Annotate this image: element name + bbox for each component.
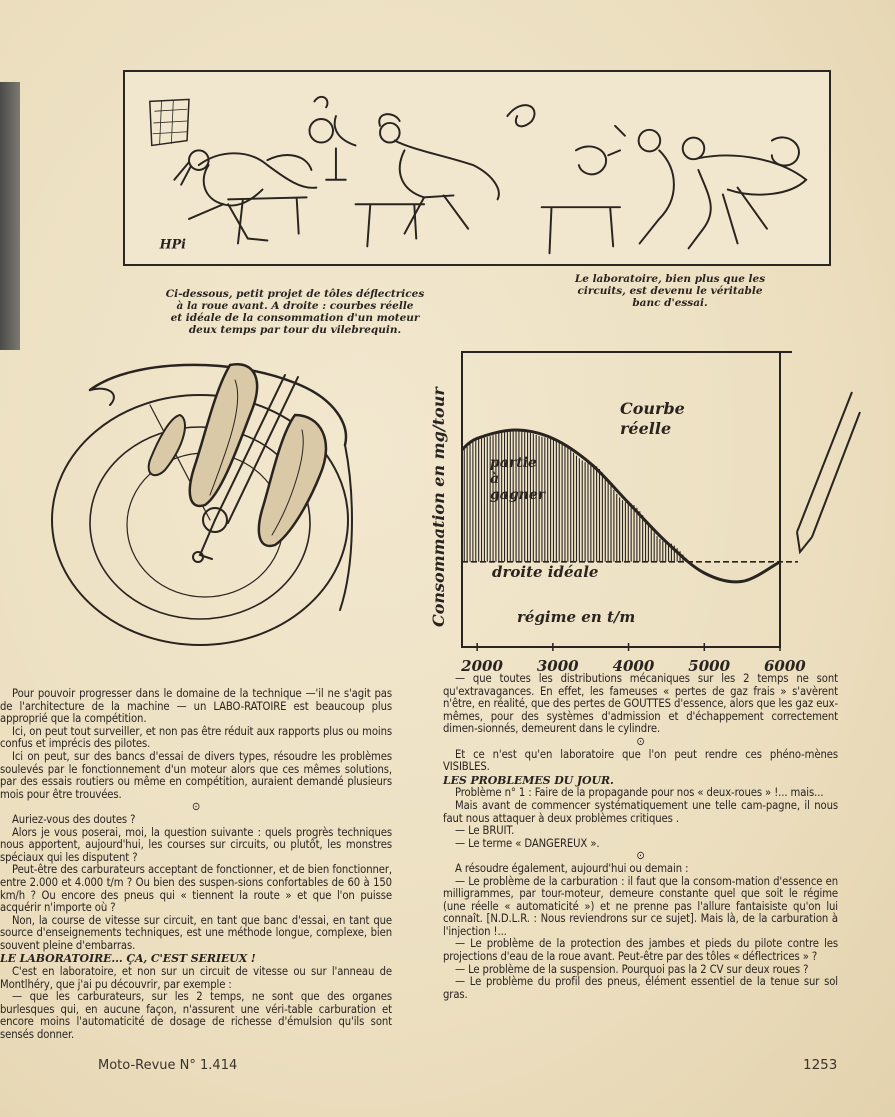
cartoon-illustration (123, 70, 831, 266)
annotation-line: gagner (490, 487, 546, 503)
paragraph: Auriez-vous des doutes ? (12, 812, 136, 826)
annotation-ideal-line: droite idéale (492, 563, 599, 581)
consumption-chart (422, 337, 862, 677)
paragraph: — Le problème de la carburation : il faut que la consom-mation d'essence en milligrammes, par tour-moteur, demeure constante quel que soit le régime (une réelle « automaticité ») et ne prenne pas l'allure fantaisiste qu'on lui connaît. [N.D.L.R. : Nous reviendrons sur ce sujet]. Mais là, de la carburation à l'injection !... (443, 874, 838, 938)
paragraph: Non, la course de vitesse sur circuit, en tant que banc d'essai, en tant que source d'enseignements techniques, est une méthode longue, complexe, bien souvent pleine d'embarras. (0, 913, 392, 952)
x-tick-label: 5000 (688, 657, 731, 675)
annotation-line: réelle (620, 419, 672, 438)
section-heading: LES PROBLEMES DU JOUR. (443, 773, 614, 787)
footer-page-number: 1253 (803, 1057, 838, 1073)
x-axis-label: régime en t/m (517, 608, 636, 626)
wheel-sketch (50, 345, 370, 650)
y-axis-label: Consommation en mg/tour (429, 387, 448, 627)
paragraph: Peut-être des carburateurs acceptant de fonctionner, et de bien fonctionner, entre 2.000 et 4.000 t/m ? Ou bien des suspen-sions confortables de 60 à 150 km/h ? Ou encore des pneus qui « tiennent la route » et que l'on puisse acquérir n'importe où ? (0, 863, 392, 915)
paragraph: Mais avant de commencer systématiquement une telle cam-pagne, il nous faut nous attaquer à deux problèmes critiques . (443, 798, 838, 825)
left-column-text (0, 688, 392, 1042)
paragraph: Pour pouvoir progresser dans le domaine de la technique —'il ne s'agit pas de l'architecture de la machine — un LABO-RATOIRE est beaucoup plus approprié que la compétition. (0, 687, 392, 726)
chart-svg (422, 337, 862, 677)
cartoon-signature: HPi (159, 237, 187, 253)
annotation-real-curve (620, 399, 685, 438)
paragraph: — Le BRUIT. (455, 824, 515, 838)
x-tick-label: 3000 (536, 657, 579, 675)
paragraph: — Le terme « DANGEREUX ». (455, 836, 600, 850)
annotation-line: partie (490, 455, 537, 471)
deflector-wheel-drawing (50, 345, 370, 650)
paragraph: — que les carburateurs, sur les 2 temps, ne sont que des organes burlesques qui, en aucune façon, n'assurent une véri-table carburation et encore moins l'automaticité de dosage de richesse d'émulsion qu'ils sont sensés donner. (0, 990, 392, 1042)
paragraph: C'est en laboratoire, et non sur un circuit de vitesse ou sur l'anneau de Montlhéry, que j'ai pu découvrir, par exemple : (0, 965, 392, 991)
paragraph: Et ce n'est qu'en laboratoire que l'on peut rendre ces phéno-mènes VISIBLES. (443, 747, 838, 774)
paragraph: — Le problème du profil des pneus, élément essentiel de la tenue sur sol gras. (443, 975, 838, 1001)
adjacent-page-strip (0, 82, 20, 350)
right-column-text (443, 673, 838, 1001)
x-tick-label: 4000 (612, 657, 655, 675)
separator-symbol: ⊙ (636, 734, 645, 748)
paragraph: A résoudre également, aujourd'hui ou demain : (455, 861, 689, 875)
cartoon-drawing (125, 72, 829, 264)
section-heading: LE LABORATOIRE... ÇA, C'EST SERIEUX ! (0, 952, 256, 966)
separator-symbol: ⊙ (191, 800, 201, 814)
annotation-line: Courbe (620, 399, 685, 418)
real-curve-line (462, 430, 780, 582)
paragraph: — que toutes les distributions mécaniques sur les 2 temps ne sont qu'extravagances. En effet, les fameuses « pertes de gaz frais » s'avèrent n'être, en réalité, que des pertes de GOUTTES d'essence, alors que les gaz eux-mêmes, pour des systèmes d'admission et d'échappement correctement dimen-sionnés, demeurent dans le cylindre. (443, 672, 838, 736)
pencil-drawing (797, 392, 860, 552)
caption-right: Le laboratoire, bien plus que les circuits, est devenu le véritable banc d'essai. (574, 273, 766, 309)
footer-magazine-issue: Moto-Revue N° 1.414 (98, 1058, 238, 1073)
x-tick-label: 2000 (461, 657, 503, 675)
paragraph: Ici on peut, sur des bancs d'essai de divers types, résoudre les problèmes soulevés par le fonctionnement d'un moteur alors que ces mêmes solutions, par des essais routiers ou même en compétition, auraient demandé plusieurs mois pour être trouvées. (0, 749, 392, 801)
paragraph: Alors je vous poserai, moi, la question suivante : quels progrès techniques nous apportent, aujourd'hui, les courses sur circuits, ou plutôt, les monstres spéciaux qui les disputent ? (0, 825, 392, 864)
separator-symbol: ⊙ (636, 849, 645, 863)
paragraph: — Le problème de la protection des jambes et pieds du pilote contre les projections d'eau de la roue avant. Peut-être par des tôles « déflectrices » ? (443, 937, 838, 964)
annotation-area (490, 455, 547, 503)
x-tick-label: 6000 (764, 657, 806, 675)
annotation-line: à (490, 471, 500, 487)
paragraph: Problème n° 1 : Faire de la propagande pour nos « deux-roues » !... mais... (455, 786, 824, 800)
paragraph: — Le problème de la suspension. Pourquoi pas la 2 CV sur deux roues ? (455, 962, 809, 976)
caption-left: Ci-dessous, petit projet de tôles déflectrices à la roue avant. A droite : courbes réelle et idéale de la consommation d'un moteur deux temps par tour du vilebrequin. (165, 288, 425, 336)
paragraph: Ici, on peut tout surveiller, et non pas être réduit aux rapports plus ou moins confus et imprécis des pilotes. (0, 724, 392, 751)
